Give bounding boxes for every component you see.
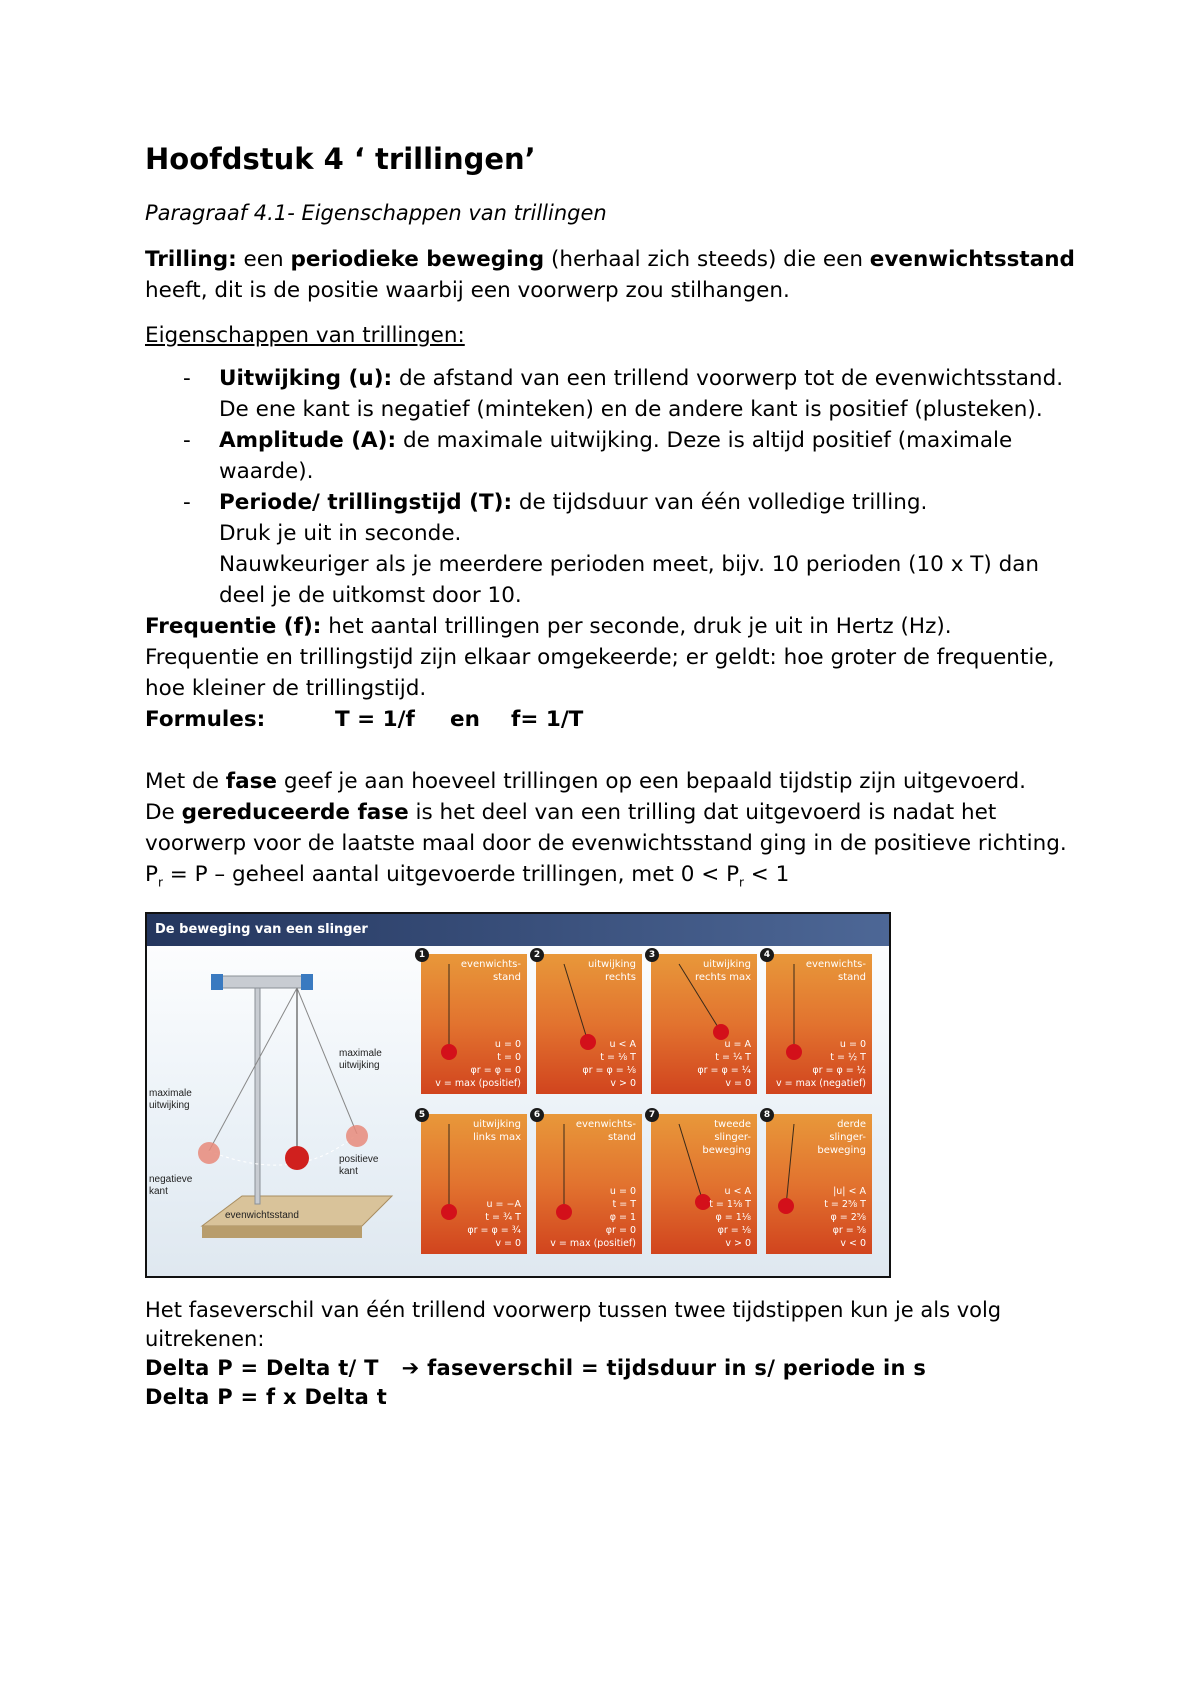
arrow-icon: ➔ [401, 1356, 420, 1381]
bob-right [346, 1125, 368, 1147]
frequency-text: het aantal trillingen per seconde, druk je uit in Hertz (Hz). [321, 614, 952, 639]
clamp-right [301, 974, 313, 990]
list-item [145, 487, 1075, 611]
phase-panel [648, 950, 757, 1094]
phase-text-2: geef je aan hoeveel trillingen op een bepaald tijdstip zijn uitgevoerd. [277, 769, 1026, 794]
document-page [145, 140, 1075, 1412]
phase-panel [533, 950, 642, 1094]
property-text: de maximale uitwijking. Deze is altijd positief (maximale waarde). [219, 428, 1013, 484]
panel-string [786, 1124, 794, 1206]
frequency-term: Frequentie (f): [145, 614, 322, 639]
panel-value: u = 0 [609, 1186, 636, 1198]
property-term: Uitwijking (u): [219, 366, 393, 391]
panel-string [679, 964, 721, 1032]
formula-1: T = 1/f [335, 707, 415, 732]
panel-value: φr = φ = ⅛ [582, 1065, 636, 1077]
panel-value: u = 0 [494, 1039, 521, 1051]
formulas-line [145, 704, 1075, 735]
pd-f1b: faseverschil = tijdsduur in s/ periode in s [427, 1356, 927, 1381]
intro-text-2: (herhaal zich steeds) die een [544, 247, 870, 272]
phase-diff-text: Het faseverschil van één trillend voorwerp tussen twee tijdstippen kun je als volg uitrekenen: [145, 1298, 1002, 1352]
panel-value: u < A [724, 1186, 751, 1198]
panel-value: v = 0 [725, 1078, 751, 1090]
panel-values [709, 1185, 751, 1250]
pendulum-string-left [209, 988, 297, 1151]
phase-panel [533, 1110, 642, 1254]
panel-values [550, 1185, 636, 1250]
panel-value: v = 0 [495, 1238, 521, 1250]
panel-value: v > 0 [725, 1238, 751, 1250]
panel-value: φr = φ = ¼ [697, 1065, 751, 1077]
figure-title: De beweging van een slinger [147, 914, 889, 946]
formula-2: f= 1/T [511, 707, 584, 732]
formulas-label: Formules: [145, 707, 266, 732]
panel-value: u = A [724, 1039, 751, 1051]
phase-text-4: is het deel van een trilling dat uitgevoerd is nadat het voorwerp voor de laatste maal door de evenwichtsstand ging in de positieve richting. [145, 800, 1067, 856]
panel-value: t = ¼ T [715, 1052, 751, 1064]
bob-equilibrium [285, 1146, 309, 1170]
phase-panel [418, 1110, 527, 1254]
panel-value: t = ½ T [830, 1052, 866, 1064]
panel-value: v = max (positief) [550, 1238, 636, 1250]
panel-value: t = 0 [497, 1052, 521, 1064]
chapter-title: Hoofdstuk 4 ‘ trillingen’ [145, 142, 536, 176]
panel-value: v = max (negatief) [775, 1078, 866, 1090]
panel-label: tweede slinger- beweging [702, 1119, 751, 1157]
panel-number: 1 [415, 948, 429, 962]
panel-value: v < 0 [840, 1238, 866, 1250]
panel-number: 3 [645, 948, 659, 962]
rf-sub-2: r [739, 875, 744, 890]
label-max-left: maximale uitwijking [149, 1088, 192, 1112]
panel-value: t = ¾ T [485, 1212, 521, 1224]
list-item [145, 425, 1075, 487]
panel-value: φr = ⅛ [717, 1225, 751, 1237]
stand-base-front [202, 1226, 362, 1238]
stand-rod [255, 984, 260, 1204]
property-text: de afstand van een trillend voorwerp tot de evenwichtsstand. De ene kant is negatief (minteken) en de andere kant is positief (plusteken). [219, 366, 1064, 422]
pendulum-illustration [147, 946, 417, 1276]
intro-text-1: een [236, 247, 291, 272]
phase-diff-formula-2: Delta P = f x Delta t [145, 1385, 388, 1410]
phase-diff-formula-1 [145, 1354, 1075, 1383]
panel-label: uitwijking rechts max [695, 959, 751, 984]
label-eq: evenwichtsstand [225, 1210, 299, 1222]
section-heading: Eigenschappen van trillingen: [145, 323, 465, 348]
rf-end: < 1 [743, 862, 790, 887]
panel-value: φ = 1 [609, 1212, 636, 1224]
frequency-line2: Frequentie en trillingstijd zijn elkaar omgekeerde; er geldt: hoe groter de frequentie, hoe kleiner de trillingstijd. [145, 645, 1055, 701]
panel-value: u = 0 [839, 1039, 866, 1051]
panel-value: u = −A [486, 1199, 521, 1211]
panel-values [697, 1038, 751, 1090]
property-extra: Druk je uit in seconde. [219, 521, 462, 546]
panel-value: φr = φ = 0 [470, 1065, 521, 1077]
panel-value: φr = φ = ¾ [467, 1225, 521, 1237]
property-list [145, 363, 1075, 611]
intro-paragraph [145, 244, 1075, 306]
panel-value: φr = 0 [605, 1225, 636, 1237]
panel-value: φ = 2⅝ [830, 1212, 866, 1224]
phase-panel [418, 950, 527, 1094]
panel-number: 8 [760, 1108, 774, 1122]
phase-panel [763, 950, 872, 1094]
panel-label: evenwichts- stand [575, 1119, 636, 1144]
phase-bold-2: gereduceerde fase [181, 800, 409, 825]
panel-label: evenwichts- stand [805, 959, 866, 984]
panel-value: φ = 1⅛ [715, 1212, 751, 1224]
panel-values [467, 1198, 521, 1250]
formula-separator: en [450, 707, 480, 732]
panel-value: t = ⅛ T [600, 1052, 636, 1064]
panel-value: φr = φ = ½ [812, 1065, 866, 1077]
pd-f1a: Delta P = Delta t/ T [145, 1356, 379, 1381]
phase-text-1: Met de [145, 769, 226, 794]
frequency-paragraph [145, 611, 1075, 704]
phase-panel [763, 1110, 872, 1254]
intro-text-3: heeft, dit is de positie waarbij een voorwerp zou stilhangen. [145, 278, 790, 303]
panel-bob [778, 1198, 794, 1214]
panel-value: t = 1⅛ T [709, 1199, 751, 1211]
intro-bold-1: periodieke beweging [290, 247, 545, 272]
phase-panel [648, 1110, 757, 1254]
property-extra: Nauwkeuriger als je meerdere perioden meet, bijv. 10 perioden (10 x T) dan deel je de uitkomst door 10. [219, 552, 1040, 608]
reduced-phase-formula [145, 859, 1075, 898]
panel-number: 7 [645, 1108, 659, 1122]
pendulum-figure [145, 912, 891, 1278]
panel-label: derde slinger- beweging [817, 1119, 866, 1157]
clamp-left [211, 974, 223, 990]
bob-left [198, 1142, 220, 1164]
panel-values [776, 1038, 866, 1090]
label-pos-side: positieve kant [339, 1154, 379, 1178]
panel-bob [441, 1204, 457, 1220]
phase-difference-section [145, 1296, 1075, 1412]
panel-value: |u| < A [833, 1186, 866, 1198]
panel-values [582, 1038, 636, 1090]
panel-number: 5 [415, 1108, 429, 1122]
panel-string [564, 964, 588, 1042]
property-term: Amplitude (A): [219, 428, 397, 453]
paragraph-subtitle: Paragraaf 4.1- Eigenschappen van trillingen [145, 201, 607, 225]
intro-bold-2: evenwichtsstand [869, 247, 1075, 272]
panel-number: 4 [760, 948, 774, 962]
panel-values [824, 1185, 866, 1250]
panel-label: evenwichts- stand [460, 959, 521, 984]
label-max-right: maximale uitwijking [339, 1048, 382, 1072]
panel-label: uitwijking rechts [587, 959, 636, 984]
panel-label: uitwijking links max [472, 1119, 521, 1144]
list-item [145, 363, 1075, 425]
phase-paragraph [145, 766, 1075, 859]
rf-p: P [145, 862, 158, 887]
panel-value: φr = ⅝ [832, 1225, 866, 1237]
panel-number: 6 [530, 1108, 544, 1122]
rf-sub: r [157, 875, 163, 890]
swing-arc [209, 1134, 357, 1165]
stand-arm [219, 976, 307, 988]
label-neg-side: negatieve kant [149, 1174, 193, 1198]
phase-bold-1: fase [225, 769, 278, 794]
panel-value: t = 2⅝ T [824, 1199, 866, 1211]
panel-value: v > 0 [610, 1078, 636, 1090]
panel-string [679, 1124, 703, 1202]
panel-value: u < A [609, 1039, 636, 1051]
property-text: de tijdsduur van één volledige trilling. [512, 490, 928, 515]
rf-eq: = P – geheel aantal uitgevoerde trillingen, met 0 < P [162, 862, 740, 887]
panel-values [435, 1038, 521, 1090]
intro-term: Trilling: [145, 247, 237, 272]
panel-value: v = max (positief) [435, 1078, 521, 1090]
panel-value: t = T [612, 1199, 636, 1211]
property-term: Periode/ trillingstijd (T): [219, 490, 513, 515]
panel-number: 2 [530, 948, 544, 962]
phase-text-3: De [145, 800, 182, 825]
